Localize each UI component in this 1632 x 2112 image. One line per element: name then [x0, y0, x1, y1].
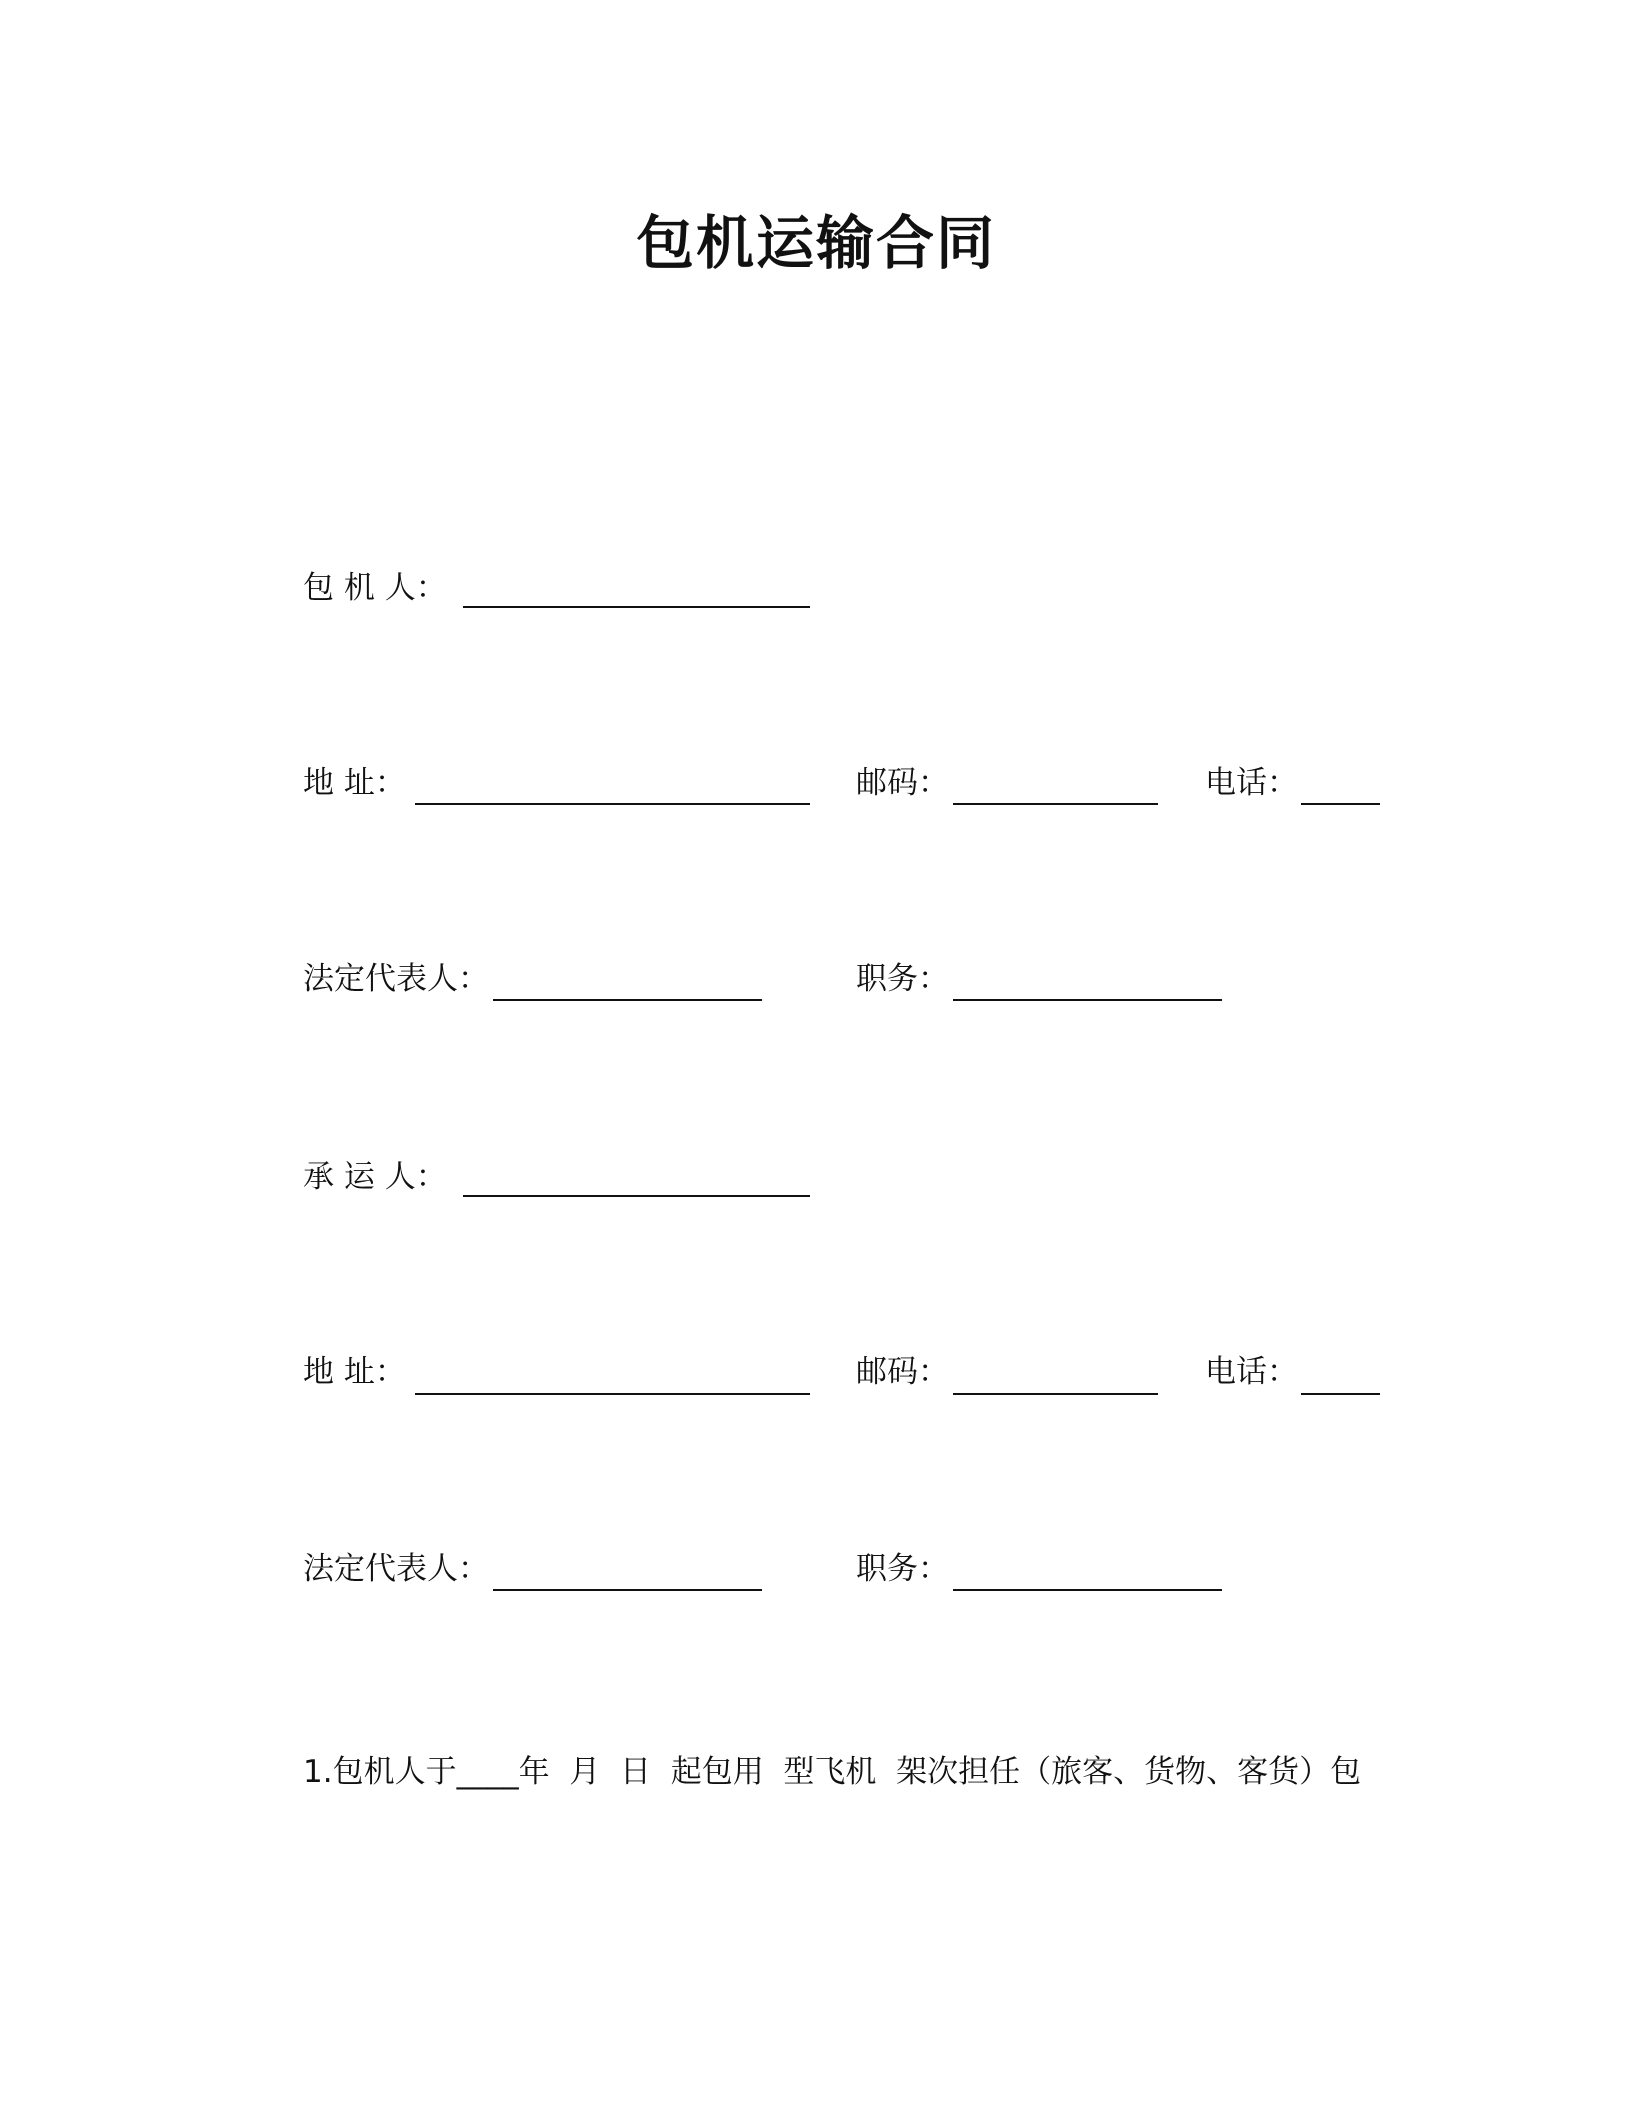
charterer-legal-rep-label: 法定代表人： — [303, 961, 489, 997]
carrier-phone-label: 电话： — [1205, 1354, 1298, 1390]
charterer-phone-field[interactable] — [1301, 803, 1380, 805]
carrier-legal-rep-label: 法定代表人： — [303, 1551, 489, 1587]
document-title: 包机运输合同 — [635, 209, 996, 277]
charterer-name-label: 包 机 人： — [303, 570, 447, 606]
carrier-legal-rep-field[interactable] — [493, 1589, 762, 1591]
charterer-phone-label: 电话： — [1205, 765, 1298, 801]
carrier-postcode-field[interactable] — [953, 1393, 1158, 1395]
charterer-address-label: 地 址： — [303, 765, 406, 801]
charterer-postcode-field[interactable] — [953, 803, 1158, 805]
charterer-address-field[interactable] — [415, 803, 810, 805]
charterer-position-label: 职务： — [856, 961, 949, 997]
carrier-name-field[interactable] — [463, 1195, 810, 1197]
carrier-phone-field[interactable] — [1301, 1393, 1380, 1395]
carrier-postcode-label: 邮码： — [856, 1354, 949, 1390]
carrier-position-field[interactable] — [953, 1589, 1222, 1591]
carrier-name-label: 承 运 人： — [303, 1159, 447, 1195]
charterer-postcode-label: 邮码： — [856, 765, 949, 801]
clause-1-text: 1.包机人于____年 月 日 起包用 型飞机 架次担任（旅客、货物、客货）包 — [303, 1754, 1362, 1790]
charterer-legal-rep-field[interactable] — [493, 999, 762, 1001]
carrier-position-label: 职务： — [856, 1551, 949, 1587]
carrier-address-field[interactable] — [415, 1393, 810, 1395]
charterer-name-field[interactable] — [463, 606, 810, 608]
carrier-address-label: 地 址： — [303, 1354, 406, 1390]
charterer-position-field[interactable] — [953, 999, 1222, 1001]
